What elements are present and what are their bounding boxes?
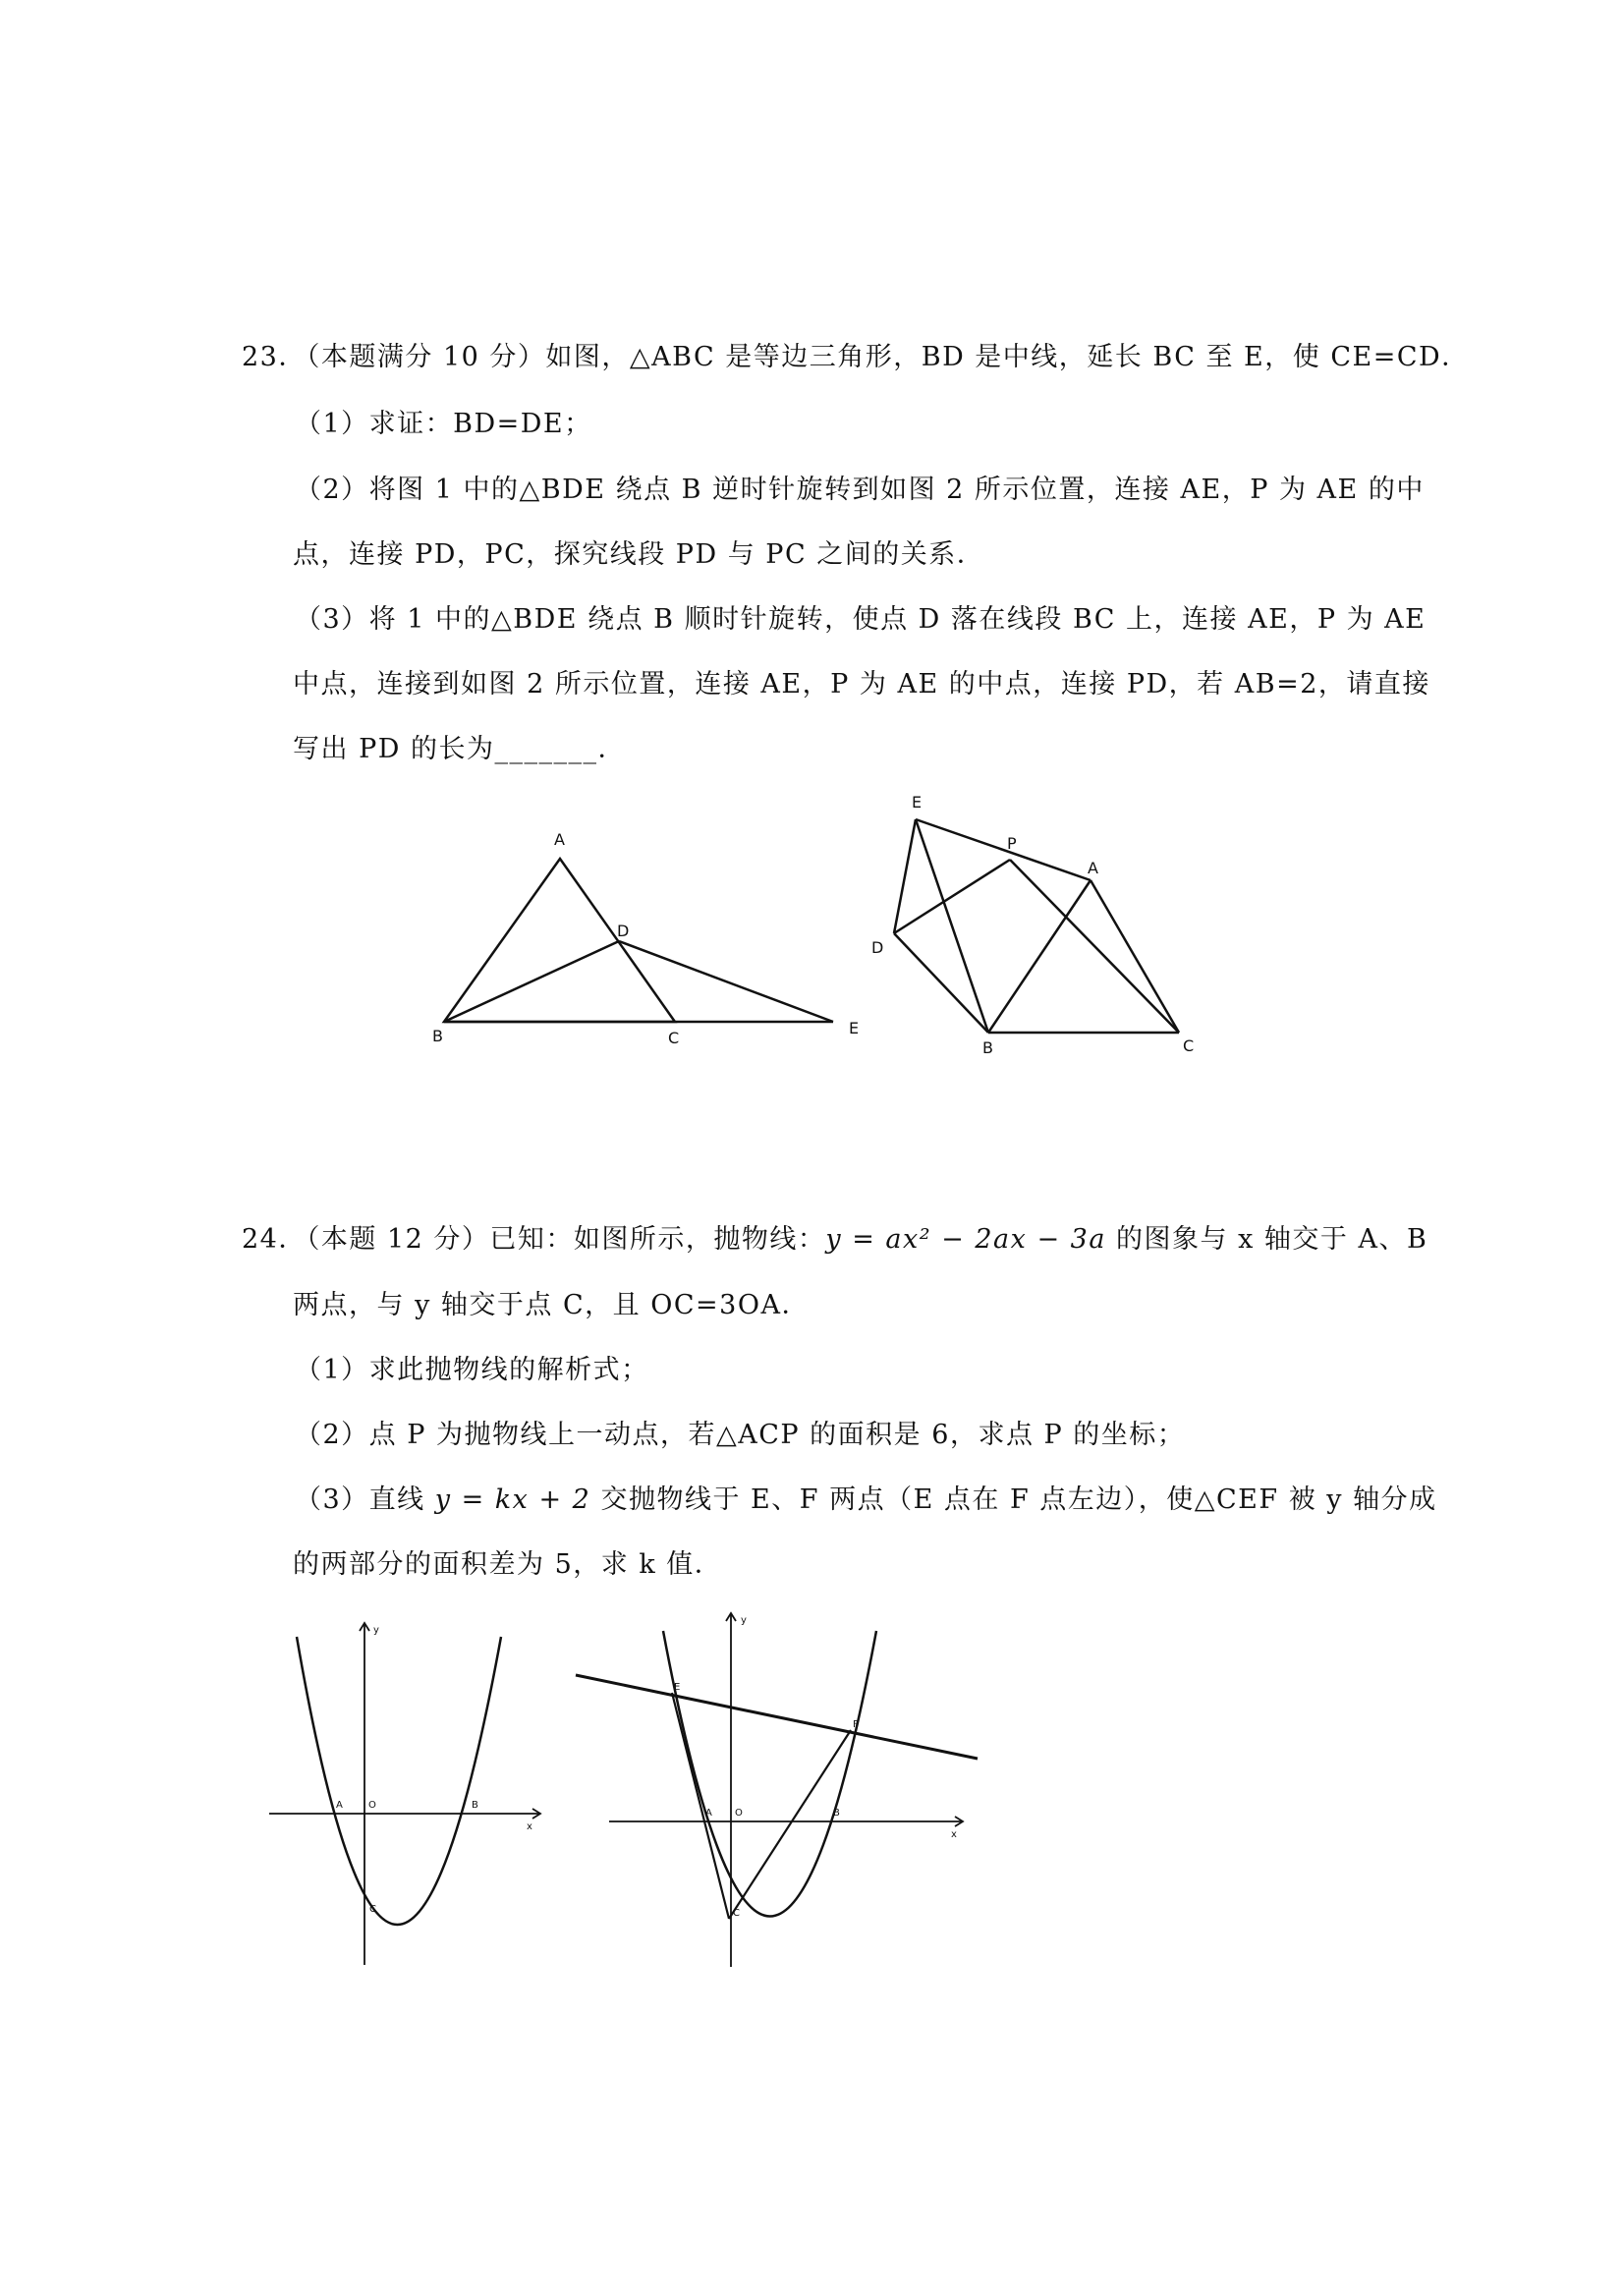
point-label-C: C xyxy=(369,1904,376,1915)
q24-part2: （2）点 P 为抛物线上一动点，若△ACP 的面积是 6，求点 P 的坐标； xyxy=(295,1420,1186,1450)
q23-part3-line1: （3）将 1 中的△BDE 绕点 B 顺时针旋转，使点 D 落在线段 BC 上，连接 AE，P 为 AE xyxy=(295,604,1427,635)
q24-stem xyxy=(242,1223,1427,1257)
point-label-B: B xyxy=(432,1027,443,1045)
origin-label-O: O xyxy=(735,1808,743,1819)
q23-part1: （1）求证：BD=DE； xyxy=(295,409,592,439)
point-label-C: C xyxy=(733,1908,740,1919)
q24-stem-prefix: 24．（本题 12 分）已知：如图所示，抛物线： xyxy=(242,1224,826,1255)
q23-part2-line2: 点，连接 PD，PC，探究线段 PD 与 PC 之间的关系． xyxy=(293,539,985,570)
y-axis-label: y xyxy=(741,1615,747,1626)
q23-part3-line3: 写出 PD 的长为_______． xyxy=(293,734,626,764)
q24-stem-suffix: 的图象与 x 轴交于 A、B xyxy=(1105,1224,1428,1255)
q24-line-equation: y = kx + 2 xyxy=(434,1484,591,1515)
q24-part3-prefix: （3）直线 xyxy=(295,1484,435,1515)
point-label-C: C xyxy=(1183,1036,1195,1055)
point-label-E: E xyxy=(674,1682,681,1693)
q23-part2-line1: （2）将图 1 中的△BDE 绕点 B 逆时针旋转到如图 2 所示位置，连接 AE，P 为 AE 的中 xyxy=(295,475,1425,505)
q24-parabola-equation: y = ax² − 2ax − 3a xyxy=(825,1224,1106,1255)
q24-part3-line1 xyxy=(295,1484,1437,1517)
q24-part1: （1）求此抛物线的解析式； xyxy=(295,1355,649,1385)
point-label-A: A xyxy=(705,1808,712,1819)
q24-part3-suffix: 交抛物线于 E、F 两点（E 点在 F 点左边），使△CEF 被 y 轴分成 xyxy=(590,1484,1437,1515)
point-label-F: F xyxy=(853,1719,859,1730)
origin-label-O: O xyxy=(368,1800,376,1811)
point-label-E: E xyxy=(849,1019,860,1037)
q23-part3-line2: 中点，连接到如图 2 所示位置，连接 AE，P 为 AE 的中点，连接 PD，若 AB=2，请直接 xyxy=(293,669,1430,700)
point-label-A: A xyxy=(1088,859,1098,877)
y-axis-label: y xyxy=(373,1625,379,1636)
point-label-D: D xyxy=(617,922,630,940)
q23-stem: 23．（本题满分 10 分）如图，△ABC 是等边三角形，BD 是中线，延长 BC 至 E，使 CE=CD． xyxy=(242,342,1470,372)
point-label-A: A xyxy=(336,1800,343,1811)
point-label-C: C xyxy=(668,1029,680,1047)
q23-figure-2 xyxy=(865,786,1218,1071)
q24-part3-line2: 的两部分的面积差为 5，求 k 值． xyxy=(293,1549,723,1580)
point-label-A: A xyxy=(554,830,565,849)
point-label-B: B xyxy=(472,1800,478,1811)
point-label-E: E xyxy=(912,793,923,812)
q24-figure-2 xyxy=(570,1601,992,1975)
point-label-P: P xyxy=(1007,834,1017,853)
q23-figure-1 xyxy=(422,815,884,1051)
point-label-D: D xyxy=(871,938,884,957)
q24-figure-1 xyxy=(265,1611,550,1975)
point-label-B: B xyxy=(833,1808,840,1819)
x-axis-label: x xyxy=(527,1821,532,1832)
point-label-B: B xyxy=(982,1038,993,1057)
q24-stem-line2: 两点，与 y 轴交于点 C，且 OC=3OA． xyxy=(293,1290,810,1320)
x-axis-label: x xyxy=(951,1829,957,1840)
